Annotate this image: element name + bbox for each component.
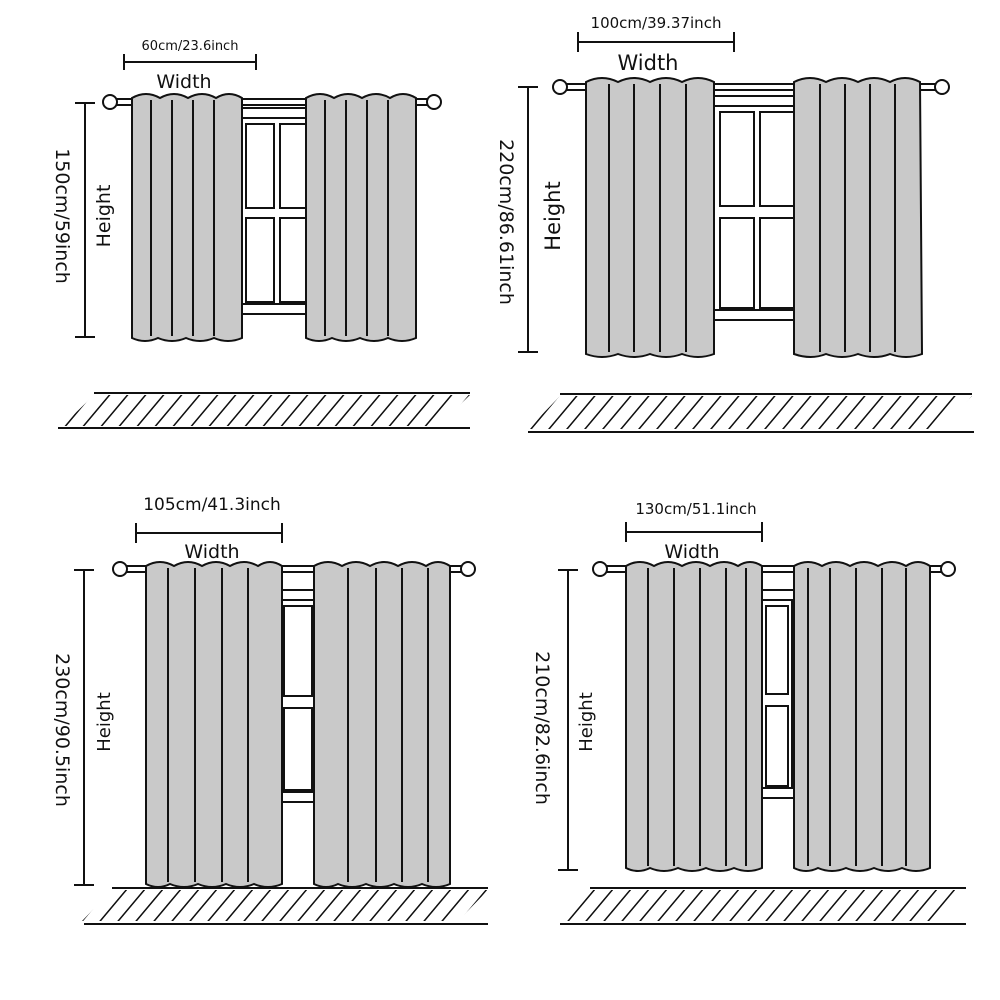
width-word-label: Width	[617, 51, 679, 75]
floor	[58, 393, 470, 428]
floor	[528, 394, 974, 432]
width-word-label: Width	[664, 541, 720, 563]
height-word-label: Height	[541, 181, 565, 251]
width-dimension	[136, 523, 282, 543]
curtain-left	[586, 78, 714, 357]
width-word-label: Width	[184, 541, 240, 563]
height-dimension	[558, 570, 578, 870]
curtain-right	[794, 562, 930, 871]
height-word-label: Height	[93, 184, 115, 248]
window-frame	[706, 96, 806, 320]
floor	[82, 888, 488, 924]
width-value-label: 60cm/23.6inch	[141, 39, 239, 54]
height-dimension	[74, 570, 94, 885]
height-word-label: Height	[94, 692, 115, 752]
height-value-label: 150cm/59inch	[51, 148, 73, 284]
width-dimension	[578, 32, 734, 52]
panel-130x210	[531, 500, 966, 924]
width-value-label: 105cm/41.3inch	[143, 495, 281, 515]
panel-100x220	[495, 14, 974, 432]
panel-60x150	[51, 39, 470, 428]
floor	[560, 888, 966, 924]
height-value-label: 210cm/82.6inch	[531, 651, 553, 805]
height-value-label: 220cm/86.61inch	[495, 139, 517, 305]
width-dimension	[124, 54, 256, 70]
curtain-right	[306, 94, 416, 341]
width-value-label: 100cm/39.37inch	[590, 14, 722, 32]
panel-105x230	[51, 495, 488, 924]
curtain-right	[314, 562, 450, 887]
curtain-left	[146, 562, 282, 887]
window-frame	[232, 108, 316, 314]
height-word-label: Height	[576, 692, 597, 752]
curtain-left	[626, 562, 762, 871]
width-word-label: Width	[156, 71, 212, 93]
curtain-left	[132, 94, 242, 341]
height-value-label: 230cm/90.5inch	[51, 653, 73, 807]
height-dimension	[75, 103, 95, 337]
height-dimension	[518, 87, 538, 352]
width-dimension	[626, 522, 762, 542]
curtain-right	[794, 78, 922, 357]
width-value-label: 130cm/51.1inch	[635, 500, 757, 518]
